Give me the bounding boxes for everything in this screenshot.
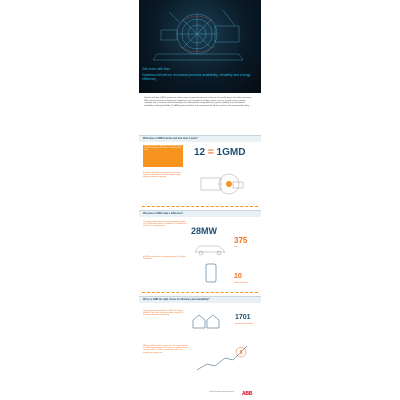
phone-icon — [201, 262, 221, 286]
lead-paragraph: Gearless mill drive (GMD) systems are used in mines to grind vast amounts of raw ore into smaller pieces for further processing. GMD systems eliminate all mechanical components of a conventional mill drive system, such as the girth, pinion, gearbox, couplings, motor, air-motor shaft and bearings, thus offering better energy efficiency, system reliability, increased process availability and design flexibility. This ABB gearless mill drive is the most powerful mill drive system in the mining market today. — [144, 97, 252, 107]
households-value: 375 — [234, 236, 248, 245]
section-1-heading: What does a GMD look like and how does it work? — [139, 135, 261, 142]
dollar-sign-icon: $ — [239, 350, 243, 356]
abb-logo: ABB — [242, 391, 253, 397]
section-2-note-1: The motors and the electrical control units together make up a 28 MW drive system. It would take 375 standard cars to deliver the required power! — [143, 221, 187, 228]
section-divider — [142, 206, 258, 207]
section-3-heading: Why is a GMD the right choice for efficiency and availability? — [139, 296, 261, 303]
section-1-fact-text: A GMD is built like a 'ring motor' which wraps around the mill. It is made up of 12 poles – one on top of the other — [144, 146, 182, 152]
section-3-note-1: Compared to conventional mills, a GMD offers higher efficiency. This results in energy savings to power 1701 average residential houses per day. — [143, 310, 185, 317]
hero-mill-image — [139, 0, 261, 93]
power-value: 28MW — [191, 226, 218, 236]
phones-caption: million cell phones — [234, 282, 248, 284]
savings-graph — [195, 340, 251, 374]
intro-title: Gearless mill drives: Increased process availability, reliability and energy efficiency — [142, 73, 251, 82]
savings-caption: Residential households — [235, 323, 253, 325]
equation-12: 12 = 1GMD — [194, 147, 246, 158]
phones-value: 10 — [234, 273, 242, 280]
mill-motor-sketch — [197, 168, 247, 198]
houses-icon — [191, 312, 231, 330]
savings-households-value: 1701 — [235, 314, 251, 321]
section-1-fact-box — [143, 145, 183, 167]
section-divider-2 — [142, 292, 258, 293]
car-icon — [191, 240, 229, 256]
infographic-page — [139, 0, 261, 400]
households-caption: cars — [234, 246, 238, 248]
intro-block — [139, 66, 261, 93]
intro-kicker: Get more with less — [142, 67, 171, 71]
footer — [139, 388, 261, 400]
gearless-mill-illustration — [139, 0, 261, 66]
equals-sign: = — [207, 147, 214, 158]
section-3-note-2: GMD are mostly used in concentrators. The annual savings of a GMD are considerable. This results in estimated annual savings of USD 1.5 million in production losses for an average size copper mine. — [143, 345, 188, 354]
section-1-note: By the time the poles are mounted, the ring motor is ready to be lowered into the mill providing a single, ring-wound stator of ring motor. — [143, 172, 182, 179]
section-2-heading: Why does a GMD make a difference? — [139, 210, 261, 217]
section-2-note-2: A GMD has a mill drive unit enough to produce 10 million cell phones. — [143, 256, 186, 261]
footer-text: For more information: www.abb.com/mining — [209, 392, 235, 393]
